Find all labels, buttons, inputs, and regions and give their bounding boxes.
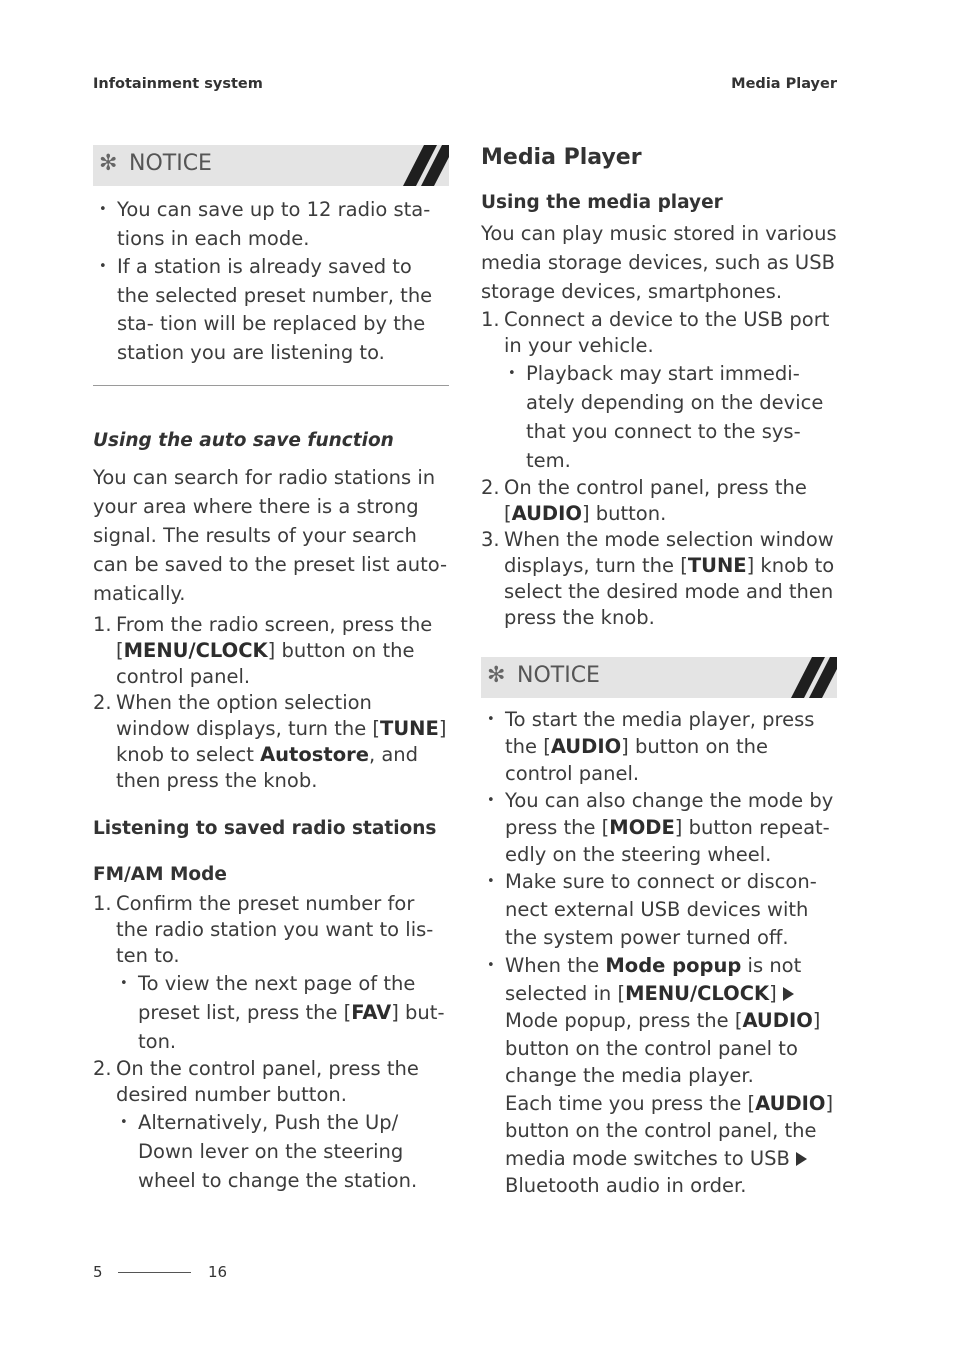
list-item: 2. When the option selection window displays, turn the [TUNE] knob to select Autostore, and then press the knob. (93, 691, 447, 792)
footer-section-number: 5 (93, 1263, 103, 1281)
list-item: 1. From the radio screen, press the [MENU/CLOCK] button on the control panel. (93, 613, 433, 688)
asterisk-icon: ✻ (99, 151, 118, 176)
key-label: TUNE (687, 554, 747, 577)
section-heading: Using the auto save function (93, 430, 394, 451)
stripes-icon (777, 657, 837, 698)
key-label: Autostore (260, 743, 369, 766)
list-item: 1. Connect a device to the USB port in your vehicle. • Playback may start immedi- ately depending on the device that you connect to the sys- tem. (481, 307, 837, 475)
list-item: • If a station is already saved to the selected preset number, the sta- tion will be replaced by the station you are listening to. (93, 253, 449, 367)
list-item: 2. On the control panel, press the [AUDIO] button. (481, 476, 807, 525)
key-label: FAV (351, 1001, 392, 1024)
key-label: AUDIO (550, 735, 622, 758)
list-item: 1. Confirm the preset number for the radio station you want to lis- ten to. • To view the next page of the preset list, press the [FAV] but- ton. (93, 891, 449, 1056)
list-item: 2. On the control panel, press the desired number button. • Alternatively, Push the Up/ Down lever on the steering wheel to change the station. (93, 1056, 449, 1195)
running-header-right: Media Player (731, 76, 837, 92)
asterisk-icon: ✻ (487, 663, 506, 688)
list-item: 3. When the mode selection window displays, turn the [TUNE] knob to select the desired mode and then press the knob. (481, 528, 835, 629)
key-label: AUDIO (742, 1009, 813, 1032)
list-item: • You can also change the mode by press the [MODE] button repeat- edly on the steering wheel. (481, 787, 837, 868)
key-label: MODE (609, 816, 675, 839)
key-label: MENU/CLOCK (625, 981, 770, 1005)
list-item: • Make sure to connect or discon- nect external USB devices with the system power turned off. (481, 868, 837, 952)
paragraph: You can search for radio stations in your area where there is a strong signal. The results of your search can be saved to the preset list auto- matically. (93, 466, 448, 605)
key-label: AUDIO (511, 502, 582, 525)
page-number: 16 (208, 1263, 228, 1281)
paragraph: You can play music stored in various media storage devices, such as USB storage devices, smartphones. (481, 222, 837, 303)
notice-title: NOTICE (129, 151, 212, 176)
notice-list (481, 706, 837, 1200)
sub-list-item: • Playback may start immedi- ately depending on the device that you connect to the sys- tem. (504, 359, 837, 475)
sub-list-item: • To view the next page of the preset list, press the [FAV] but- ton. (116, 969, 449, 1056)
key-label: AUDIO (755, 1091, 826, 1115)
section-heading: Using the media player (481, 192, 723, 213)
list-item: • You can save up to 12 radio sta- tions in each mode. (93, 196, 449, 253)
steps-list (481, 307, 837, 631)
footer-divider (118, 1272, 191, 1273)
arrow-right-icon (796, 1152, 807, 1166)
key-label: TUNE (380, 717, 439, 740)
divider (93, 385, 449, 386)
running-header-left: Infotainment system (93, 76, 263, 92)
steps-list (93, 612, 449, 794)
arrow-right-icon (783, 987, 794, 1001)
key-label: MENU/CLOCK (123, 639, 268, 662)
section-heading: Listening to saved radio stations (93, 818, 437, 839)
list-item: • When the Mode popup is not selected in [MENU/CLOCK] Mode popup, press the [AUDIO] button on the control panel to change the media player. Each time you press the [AUDIO] button on the control panel, the media mode switches to USB Bluetooth audio in order. (481, 952, 837, 1200)
right-column (481, 145, 837, 1200)
key-label: Mode popup (605, 954, 742, 977)
left-column (93, 145, 449, 1195)
sub-list-item: • Alternatively, Push the Up/ Down lever on the steering wheel to change the station. (116, 1108, 449, 1195)
notice-banner (93, 145, 449, 186)
notice-title: NOTICE (517, 663, 600, 688)
list-item: • To start the media player, press the [AUDIO] button on the control panel. (481, 706, 837, 787)
stripes-icon (389, 145, 449, 186)
subsection-heading: FM/AM Mode (93, 864, 227, 885)
steps-list (93, 891, 449, 1195)
notice-banner (481, 657, 837, 698)
page-title: Media Player (481, 145, 642, 170)
notice-list (93, 196, 449, 367)
